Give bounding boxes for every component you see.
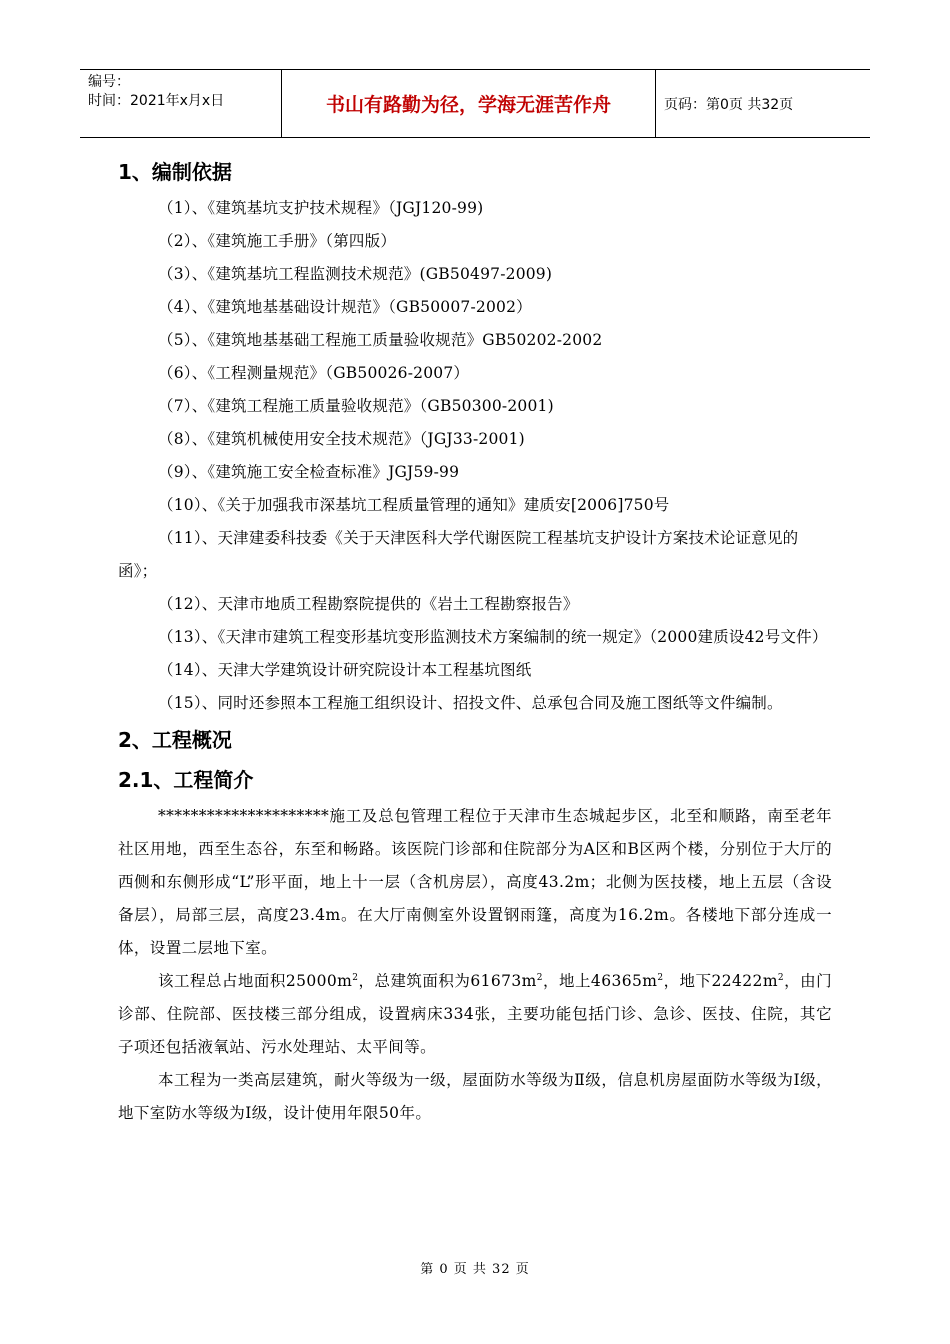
reference-item: （5）、《建筑地基基础工程施工质量验收规范》GB50202-2002 bbox=[158, 331, 603, 349]
overview-paragraph-3: 本工程为一类高层建筑，耐火等级为一级，屋面防水等级为Ⅱ级，信息机房屋面防水等级为Ⅰ级，地下室防水等级为Ⅰ级，设计使用年限50年。 bbox=[118, 1071, 832, 1122]
reference-item: （10）、《关于加强我市深基坑工程质量管理的通知》建质安[2006]750号 bbox=[158, 496, 670, 514]
reference-item: （1）、《建筑基坑支护技术规程》（JGJ120-99) bbox=[158, 199, 484, 217]
reference-item: （3）、《建筑基坑工程监测技术规范》(GB50497-2009) bbox=[158, 265, 553, 283]
section-2-title: 2、工程概况 bbox=[118, 728, 232, 752]
document-number-label: 编号： bbox=[88, 74, 130, 90]
reference-item: （8）、《建筑机械使用安全技术规范》（JGJ33-2001) bbox=[158, 430, 525, 448]
area-text: ，总建筑面积为61673m bbox=[358, 972, 537, 990]
document-body bbox=[118, 152, 832, 1130]
page-footer: 第 0 页 共 32 页 bbox=[420, 1262, 530, 1277]
header-page-info: 页码：第0页 共32页 bbox=[664, 96, 794, 113]
superscript: 2 bbox=[536, 972, 543, 983]
reference-item: （6）、《工程测量规范》（GB50026-2007） bbox=[158, 364, 470, 382]
overview-paragraph-2 bbox=[118, 965, 832, 1064]
page-header bbox=[80, 69, 870, 138]
reference-item: （13）、《天津市建筑工程变形基坑变形监测技术方案编制的统一规定》（2000建质设42号文件） bbox=[158, 628, 828, 646]
superscript: 2 bbox=[352, 972, 359, 983]
reference-item: （7）、《建筑工程施工质量验收规范》（GB50300-2001) bbox=[158, 397, 554, 415]
reference-item: （2）、《建筑施工手册》（第四版） bbox=[158, 232, 397, 250]
superscript: 2 bbox=[657, 972, 664, 983]
document-date: 时间：2021年x月x日 bbox=[88, 93, 225, 109]
area-text: ，地上46365m bbox=[542, 972, 658, 990]
section-1-title: 1、编制依据 bbox=[118, 160, 232, 184]
header-meta bbox=[80, 70, 282, 137]
reference-list bbox=[118, 192, 832, 720]
section-2-1-title: 2.1、工程简介 bbox=[118, 768, 254, 792]
reference-item: （15）、同时还参照本工程施工组织设计、招投文件、总承包合同及施工图纸等文件编制。 bbox=[158, 694, 783, 712]
area-text: 该工程总占地面积25000m bbox=[158, 972, 353, 990]
reference-item: （4）、《建筑地基基础设计规范》（GB50007-2002） bbox=[158, 298, 532, 316]
reference-item: （9）、《建筑施工安全检查标准》JGJ59-99 bbox=[158, 463, 460, 481]
header-motto: 书山有路勤为径，学海无涯苦作舟 bbox=[282, 70, 656, 137]
reference-item: （11）、天津建委科技委《关于天津医科大学代谢医院工程基坑支护设计方案技术论证意见的函》； bbox=[118, 529, 799, 580]
reference-item: （14）、天津大学建筑设计研究院设计本工程基坑图纸 bbox=[158, 661, 532, 679]
superscript: 2 bbox=[777, 972, 785, 983]
reference-item: （12）、天津市地质工程勘察院提供的《岩土工程勘察报告》 bbox=[158, 595, 579, 613]
area-text: ，由门诊部、住院部、医技楼三部分组成，设置病床334张，主要功能包括门诊、急诊、医技、住院，其它子项还包括液氧站、污水处理站、太平间等。 bbox=[118, 972, 833, 1056]
overview-paragraph-1: *********************施工及总包管理工程位于天津市生态城起步区，北至和顺路，南至老年社区用地，西至生态谷，东至和畅路。该医院门诊部和住院部分为A区和B区两个楼，分别位于大厅的西侧和东侧形成“L”形平面，地上十一层（含机房层），高度43.2m；北侧为医技楼，地上五层（含设备层），局部三层，高度23.4m。在大厅南侧室外设置钢雨篷，高度为16.2m。各楼地下部分连成一体，设置二层地下室。 bbox=[118, 807, 832, 957]
area-text: ，地下22422m bbox=[663, 972, 778, 990]
